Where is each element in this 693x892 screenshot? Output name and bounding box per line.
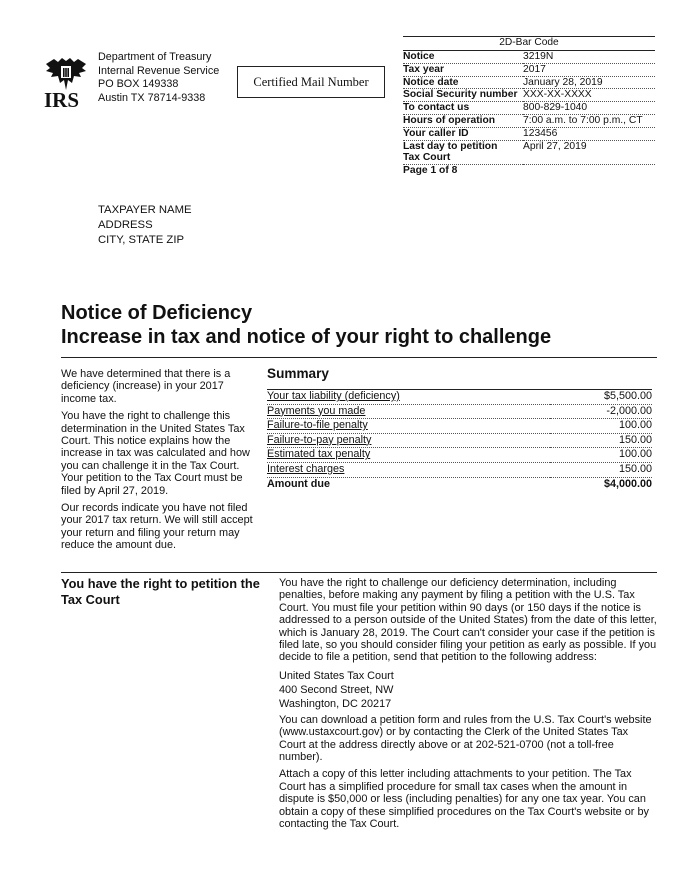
intro-paragraph: Our records indicate you have not filed your 2017 tax return. We will still accept your return and filing your return may reduce the amount due. xyxy=(61,502,253,552)
recipient-line: CITY, STATE ZIP xyxy=(98,234,184,246)
summary-row xyxy=(267,448,652,463)
petition-heading: You have the right to petition the Tax Court xyxy=(61,576,260,607)
agency-line: Department of Treasury xyxy=(98,51,212,63)
intro-text xyxy=(61,368,261,557)
intro-paragraph: You have the right to challenge this determination in the United States Tax Court. This notice explains how the increase in tax was calculated and how you can challenge it in the Tax Court. Your petition to the Tax Court must be filed by April 27, 2019. xyxy=(61,410,250,497)
section-divider xyxy=(61,572,657,573)
meta-value xyxy=(523,165,655,177)
petition-paragraph: You have the right to challenge our deficiency determination, including penalties, before making any payment by filing a petition with the U.S. Tax Court. You must file your petition within 90 days (or 150 days if the notice is addressed to a person outside of the United States) from the date of this letter, which is January 28, 2019. The Court can't consider your case if the petition is filed late, so you should consider filing your petition as early as possible. If you decide to file a petition, send that petition to the following address: xyxy=(279,577,657,664)
summary-label: Failure-to-file penalty xyxy=(267,419,550,434)
summary-amount: $5,500.00 xyxy=(550,390,652,405)
irs-logo xyxy=(44,56,90,110)
recipient-line: ADDRESS xyxy=(98,219,153,231)
summary-table xyxy=(267,389,652,491)
meta-key: To contact us xyxy=(403,102,523,115)
summary-label: Failure-to-pay penalty xyxy=(267,433,550,448)
meta-value: April 27, 2019 xyxy=(523,140,587,152)
title-line-2: Increase in tax and notice of your right to challenge xyxy=(61,326,552,348)
notice-title xyxy=(61,301,551,349)
summary-amount: -2,000.00 xyxy=(550,404,652,419)
meta-row xyxy=(403,127,655,140)
barcode-label: 2D-Bar Code xyxy=(499,37,559,48)
meta-value: 123456 xyxy=(523,127,655,140)
meta-row xyxy=(403,114,655,127)
tax-court-address-line: United States Tax Court xyxy=(279,669,394,682)
eagle-emblem-icon xyxy=(44,56,88,92)
petition-paragraph: You can download a petition form and rules from the U.S. Tax Court's website (www.ustaxcourt.gov) or by contacting the Clerk of the United States Tax Court at the address directly above or at 202-521-0700 (not a toll-free number). xyxy=(279,713,652,764)
summary-total-row xyxy=(267,477,652,491)
meta-value: XXX-XX-XXXX xyxy=(523,89,655,102)
total-label: Amount due xyxy=(267,477,330,490)
summary-amount: 100.00 xyxy=(550,419,652,434)
intro-paragraph: We have determined that there is a deficiency (increase) in your 2017 income tax. xyxy=(61,368,231,405)
meta-row xyxy=(403,76,655,89)
summary-label: Estimated tax penalty xyxy=(267,448,550,463)
summary-label: Interest charges xyxy=(267,462,550,477)
meta-row xyxy=(403,89,655,102)
meta-value: 3219N xyxy=(523,51,655,64)
agency-line: Internal Revenue Service xyxy=(98,64,220,77)
certified-mail-box: Certified Mail Number xyxy=(237,66,385,98)
meta-row xyxy=(403,152,655,164)
meta-key: Social Security number xyxy=(403,89,523,102)
tax-court-address xyxy=(279,669,657,711)
meta-row xyxy=(403,51,655,64)
summary-heading: Summary xyxy=(267,366,329,381)
petition-paragraph: Attach a copy of this letter including attachments to your petition. The Tax Court has a simplified procedure for small tax cases when the amount in dispute is $50,000 or less (including penalties) for any one tax year. You can obtain a copy of these simplified procedures on the Tax Court's website or by contacting the Tax Court. xyxy=(279,768,649,831)
meta-key: Hours of operation xyxy=(403,114,523,127)
summary-row xyxy=(267,419,652,434)
agency-line: Austin TX 78714-9338 xyxy=(98,91,206,104)
meta-row xyxy=(403,102,655,115)
agency-address xyxy=(98,51,219,105)
meta-row xyxy=(403,140,655,152)
recipient-line: TAXPAYER NAME xyxy=(98,204,192,216)
meta-value: 800-829-1040 xyxy=(523,102,655,115)
meta-key: Notice date xyxy=(403,76,523,89)
meta-value xyxy=(523,152,655,164)
meta-row xyxy=(403,165,655,177)
tax-court-address-line: Washington, DC 20217 xyxy=(279,697,392,710)
summary-label: Your tax liability (deficiency) xyxy=(267,390,550,405)
recipient-address xyxy=(98,203,192,248)
meta-value: January 28, 2019 xyxy=(523,76,655,89)
summary-row xyxy=(267,433,652,448)
meta-key: Notice xyxy=(403,51,523,64)
meta-key: Your caller ID xyxy=(403,127,523,140)
irs-wordmark: IRS xyxy=(44,88,80,112)
petition-body xyxy=(279,577,657,836)
notice-meta-table xyxy=(403,50,655,177)
title-line-1: Notice of Deficiency xyxy=(61,302,253,324)
meta-row xyxy=(403,63,655,76)
summary-row xyxy=(267,390,652,405)
agency-line: PO BOX 149338 xyxy=(98,78,179,91)
meta-key: Tax Court xyxy=(403,152,523,164)
tax-court-address-line: 400 Second Street, NW xyxy=(279,683,394,696)
summary-row xyxy=(267,462,652,477)
summary-amount: 150.00 xyxy=(550,462,652,477)
summary-row xyxy=(267,404,652,419)
summary-label: Payments you made xyxy=(267,404,550,419)
page-indicator: Page 1 of 8 xyxy=(403,165,458,177)
summary-amount: 150.00 xyxy=(550,433,652,448)
meta-value: 7:00 a.m. to 7:00 p.m., CT xyxy=(523,114,655,127)
meta-value: 2017 xyxy=(523,63,655,76)
total-amount: $4,000.00 xyxy=(603,477,652,490)
meta-key: Last day to petition xyxy=(403,140,498,152)
title-divider xyxy=(61,357,657,358)
meta-key: Tax year xyxy=(403,63,523,76)
summary-amount: 100.00 xyxy=(550,448,652,463)
